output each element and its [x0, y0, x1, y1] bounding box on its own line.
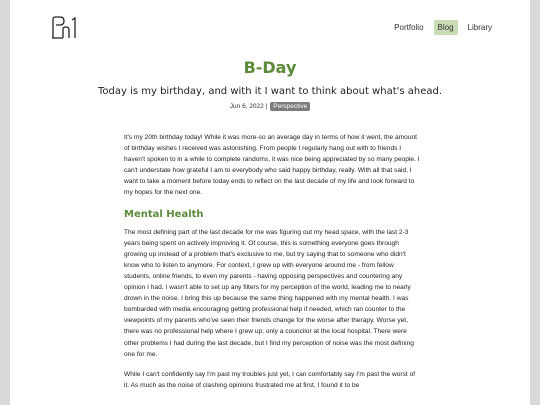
- page: [10, 0, 530, 405]
- post-date: Jun 6, 2022 |: [229, 103, 268, 110]
- closing-paragraph: While I can't confidently say I'm past my troubles just yet, I can comfortably say I'm past the worst of it. As much as the noise of clashing opinions frustrated me at first, I found it to be: [124, 370, 416, 389]
- section-paragraph: The most defining part of the last decade for me was figuring out my head space, with the last 2-3 years being spent on actively improving it. Of course, this is something everyone goes through growing up instead of a problem that's exclusive to me, but try saying that to someone who didn't know who to listen to anymore. For context, I grew up with everyone around me - from fellow students, online friends, to even my parents - having opposing perspectives and countering any opinion I had. I wasn't able to set up any filters for my perception of the world, leading me to nearly drown in the noise. I bring this up because the same thing happened with my mental health. I was bombarded with media encouraging getting professional help if needed, which ran counter to the viewpoints of my parents who've seen their friends change for the worse after therapy. Worse yet, there was no professional help where I grew up; only a councilor at the local hospital. There were other problems I had during the last decade, but I find my perception of noise was the most defining one for me.: [124, 228, 414, 358]
- nav-library-link[interactable]: Library: [467, 23, 492, 32]
- site-logo-icon[interactable]: [51, 16, 77, 40]
- post-meta: [10, 102, 530, 111]
- nav-blog-link[interactable]: Blog: [434, 20, 458, 35]
- post-subtitle: Today is my birthday, and with it I want to think about what's ahead.: [97, 86, 443, 97]
- section-heading: Mental Health: [124, 208, 204, 220]
- main-nav: [390, 20, 496, 35]
- post-content: [124, 132, 420, 400]
- intro-paragraph: It's my 20th birthday today! While it was more-so an average day in terms of how it went, the amount of birthday wishes I received was astonishing. From people I regularly hang out with to friends I haven't spoken to in a while to complete randoms, it was nice being appreciated by so many people. I can't understate how grateful I am to everybody who said happy birthday, really. With all that said, I want to take a moment before today ends to reflect on the last decade of my life and look forward to my hopes for the next one.: [124, 134, 420, 197]
- post-title: B-Day: [243, 58, 297, 77]
- post-tag[interactable]: Perspective: [270, 102, 310, 111]
- nav-portfolio-link[interactable]: Portfolio: [394, 23, 424, 32]
